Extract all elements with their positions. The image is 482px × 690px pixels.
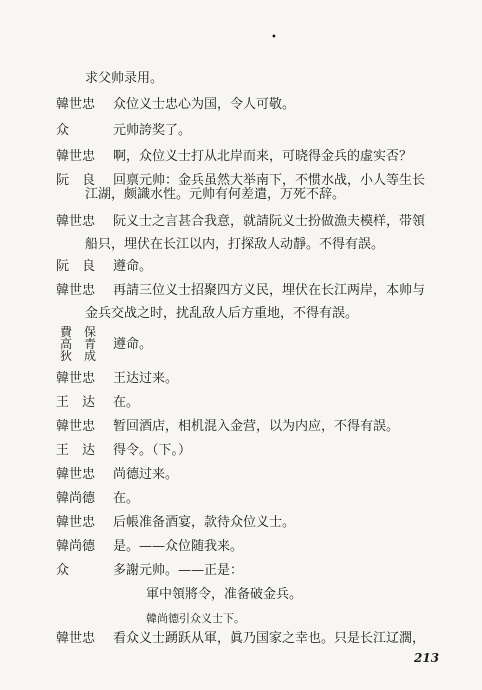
line-text: 在。 bbox=[113, 395, 140, 410]
line-text: 得令。（下。） bbox=[113, 443, 192, 458]
line-text: 阮义士之言甚合我意，就請阮义士扮做漁夫模样，带領 bbox=[113, 214, 426, 229]
speaker: 众 bbox=[56, 563, 70, 578]
line-text: 后帳准备酒宴，款待众位义士。 bbox=[113, 515, 296, 530]
speaker: 王 达 bbox=[56, 395, 96, 410]
line-text: 啊，众位义士打从北岸而来，可晓得金兵的虚实否？ bbox=[113, 149, 413, 164]
line-text: 遵命。 bbox=[113, 259, 153, 274]
line-text: 暂回酒店，相机混入金营，以为内应，不得有誤。 bbox=[113, 419, 400, 434]
line-text: 船只，埋伏在长江以内，打探敌人动靜。不得有誤。 bbox=[85, 237, 385, 252]
speaker: 阮 良 bbox=[56, 173, 96, 188]
speaker: 韓世忠 bbox=[56, 149, 96, 164]
line-text: 在。 bbox=[113, 491, 140, 506]
speaker: 韓世忠 bbox=[56, 467, 96, 482]
speaker: 費 保 bbox=[60, 325, 97, 339]
speaker: 阮 良 bbox=[56, 259, 96, 274]
line-text: 尚德过来。 bbox=[113, 467, 179, 482]
line-text: 遵命。 bbox=[113, 337, 153, 352]
line-text: 是。——众位随我来。 bbox=[113, 539, 244, 554]
verse-text: 軍中領將令，准备破金兵。 bbox=[146, 587, 303, 602]
speaker: 众 bbox=[56, 123, 70, 138]
group-speakers bbox=[60, 326, 104, 362]
line-text: 再請三位义士招聚四方义民，埋伏在长江两岸，本帅与 bbox=[113, 283, 426, 298]
speaker: 高 青 bbox=[60, 337, 97, 351]
line-text: 回禀元帅：金兵虽然大举南下，不惯水战，小人等生长 bbox=[113, 173, 426, 188]
speaker: 韓世忠 bbox=[56, 283, 96, 298]
speaker: 韓世忠 bbox=[56, 515, 96, 530]
speaker: 韓世忠 bbox=[56, 631, 96, 646]
speaker: 王 达 bbox=[56, 443, 96, 458]
line-text: 求父帅录用。 bbox=[85, 71, 164, 86]
speaker: 韓尚德 bbox=[56, 491, 96, 506]
page-number: 213 bbox=[414, 651, 440, 665]
line-text: 江湖，颇識水性。元帅有何差遣，万死不辞。 bbox=[85, 187, 346, 202]
speaker: 韓世忠 bbox=[56, 97, 96, 112]
speaker: 韓世忠 bbox=[56, 214, 96, 229]
stage-direction-text: 韓尚德引众义士下。 bbox=[146, 612, 245, 625]
line-text: 王达过来。 bbox=[113, 371, 179, 386]
speaker: 韓世忠 bbox=[56, 419, 96, 434]
line-text: 看众义士踴跃从軍，眞乃国家之幸也。只是长江辽濶， bbox=[113, 631, 426, 646]
speaker: 韓世忠 bbox=[56, 371, 96, 386]
line-text: 元帅誇奖了。 bbox=[113, 123, 192, 138]
line-text: 众位义士忠心为国，令人可敬。 bbox=[113, 97, 296, 112]
line-text: 金兵交战之时，扰乱敌人后方重地，不得有誤。 bbox=[85, 306, 359, 321]
page-mark: • bbox=[271, 32, 277, 43]
speaker: 狄 成 bbox=[60, 349, 97, 363]
speaker: 韓尚德 bbox=[56, 539, 96, 554]
line-text: 多謝元帅。——正是： bbox=[113, 563, 244, 578]
